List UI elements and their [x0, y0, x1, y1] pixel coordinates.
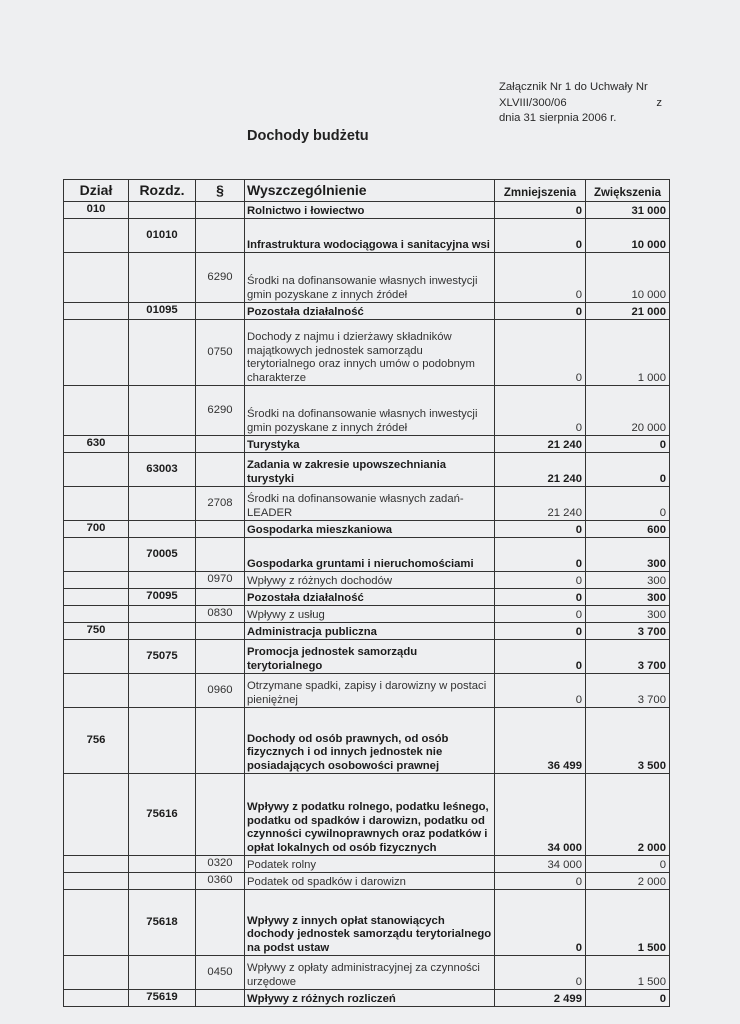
table-row: [64, 956, 670, 990]
cell-rozdz: [129, 202, 196, 219]
note-line-3: dnia 31 sierpnia 2006 r.: [499, 112, 617, 124]
cell-dzial: [64, 386, 129, 436]
cell-description: Gospodarka mieszkaniowa: [245, 521, 495, 538]
table-row: [64, 589, 670, 606]
cell-rozdz: [129, 320, 196, 386]
cell-increase: 20 000: [586, 386, 670, 436]
cell-decrease: 34 000: [495, 856, 586, 873]
cell-description: Wpływy z opłaty administracyjnej za czynności urzędowe: [245, 956, 495, 990]
cell-description: Otrzymane spadki, zapisy i darowizny w postaci pieniężnej: [245, 674, 495, 708]
cell-dzial: [64, 219, 129, 253]
cell-decrease: 21 240: [495, 453, 586, 487]
cell-description: Wpływy z różnych dochodów: [245, 572, 495, 589]
cell-decrease: 0: [495, 606, 586, 623]
cell-rozdz: [129, 956, 196, 990]
cell-dzial: 010: [64, 202, 129, 219]
cell-dzial: 756: [64, 708, 129, 774]
note-line-2: [499, 96, 662, 112]
cell-dzial: [64, 453, 129, 487]
attachment-note: [499, 80, 679, 127]
cell-paragraph: 6290: [196, 386, 245, 436]
cell-description: Wpływy z podatku rolnego, podatku leśnego, podatku od spadków i darowizn, podatku od czynności cywilnoprawnych oraz podatków i opłat lokalnych od osób fizycznych: [245, 774, 495, 856]
cell-paragraph: [196, 589, 245, 606]
cell-paragraph: [196, 990, 245, 1007]
cell-rozdz: [129, 674, 196, 708]
cell-dzial: [64, 303, 129, 320]
cell-paragraph: 0970: [196, 572, 245, 589]
cell-dzial: [64, 990, 129, 1007]
cell-rozdz: 75619: [129, 990, 196, 1007]
col-header-rozdz: Rozdz.: [129, 180, 196, 202]
cell-decrease: 0: [495, 572, 586, 589]
col-header-dzial: Dział: [64, 180, 129, 202]
cell-rozdz: [129, 436, 196, 453]
table-row: [64, 386, 670, 436]
cell-description: Pozostała działalność: [245, 589, 495, 606]
budget-table: [63, 179, 670, 1007]
cell-paragraph: [196, 640, 245, 674]
cell-decrease: 0: [495, 202, 586, 219]
cell-rozdz: [129, 856, 196, 873]
document-title: Dochody budżetu: [247, 128, 369, 144]
cell-dzial: [64, 856, 129, 873]
cell-paragraph: [196, 436, 245, 453]
cell-dzial: [64, 890, 129, 956]
cell-rozdz: [129, 606, 196, 623]
cell-increase: 21 000: [586, 303, 670, 320]
table-row: [64, 487, 670, 521]
note-z: z: [656, 96, 662, 109]
cell-decrease: 0: [495, 538, 586, 572]
cell-increase: 1 500: [586, 956, 670, 990]
cell-description: Dochody z najmu i dzierżawy składników majątkowych jednostek samorządu terytorialnego oraz innych umów o podobnym charakterze: [245, 320, 495, 386]
cell-decrease: 34 000: [495, 774, 586, 856]
cell-dzial: 700: [64, 521, 129, 538]
cell-paragraph: 0830: [196, 606, 245, 623]
cell-rozdz: [129, 873, 196, 890]
cell-increase: 3 700: [586, 674, 670, 708]
cell-dzial: 630: [64, 436, 129, 453]
cell-rozdz: [129, 623, 196, 640]
cell-rozdz: 63003: [129, 453, 196, 487]
cell-decrease: 0: [495, 386, 586, 436]
col-header-increase: Zwiększenia: [586, 180, 670, 202]
cell-paragraph: 0360: [196, 873, 245, 890]
cell-rozdz: 75618: [129, 890, 196, 956]
cell-description: Rolnictwo i łowiectwo: [245, 202, 495, 219]
cell-description: Infrastruktura wodociągowa i sanitacyjna wsi: [245, 219, 495, 253]
cell-rozdz: 70095: [129, 589, 196, 606]
cell-paragraph: [196, 708, 245, 774]
cell-increase: 2 000: [586, 774, 670, 856]
cell-paragraph: 2708: [196, 487, 245, 521]
cell-decrease: 36 499: [495, 708, 586, 774]
table-row: [64, 453, 670, 487]
cell-paragraph: [196, 623, 245, 640]
table-row: [64, 521, 670, 538]
cell-dzial: [64, 873, 129, 890]
cell-description: Środki na dofinansowanie własnych inwestycji gmin pozyskane z innych źródeł: [245, 253, 495, 303]
cell-increase: 300: [586, 606, 670, 623]
cell-description: Wpływy z różnych rozliczeń: [245, 990, 495, 1007]
table-row: [64, 436, 670, 453]
table-row: [64, 990, 670, 1007]
table-row: [64, 856, 670, 873]
cell-paragraph: [196, 538, 245, 572]
cell-paragraph: [196, 219, 245, 253]
table-row: [64, 674, 670, 708]
cell-description: Zadania w zakresie upowszechniania turystyki: [245, 453, 495, 487]
cell-description: Dochody od osób prawnych, od osób fizycznych i od innych jednostek nie posiadających osobowości prawnej: [245, 708, 495, 774]
cell-increase: 1 000: [586, 320, 670, 386]
cell-decrease: 0: [495, 219, 586, 253]
cell-description: Administracja publiczna: [245, 623, 495, 640]
cell-decrease: 0: [495, 623, 586, 640]
table-row: [64, 623, 670, 640]
cell-decrease: 0: [495, 873, 586, 890]
table-row: [64, 640, 670, 674]
cell-increase: 31 000: [586, 202, 670, 219]
cell-dzial: [64, 253, 129, 303]
cell-decrease: 0: [495, 589, 586, 606]
cell-increase: 600: [586, 521, 670, 538]
cell-paragraph: 6290: [196, 253, 245, 303]
cell-description: Pozostała działalność: [245, 303, 495, 320]
cell-increase: 1 500: [586, 890, 670, 956]
cell-paragraph: [196, 774, 245, 856]
cell-increase: 300: [586, 538, 670, 572]
cell-increase: 300: [586, 572, 670, 589]
cell-description: Gospodarka gruntami i nieruchomościami: [245, 538, 495, 572]
cell-increase: 3 700: [586, 640, 670, 674]
cell-increase: 2 000: [586, 873, 670, 890]
resolution-number: XLVIII/300/06: [499, 96, 567, 109]
cell-dzial: [64, 674, 129, 708]
cell-paragraph: [196, 890, 245, 956]
table-row: [64, 538, 670, 572]
cell-increase: 0: [586, 990, 670, 1007]
cell-increase: 10 000: [586, 253, 670, 303]
table-row: [64, 708, 670, 774]
cell-rozdz: [129, 386, 196, 436]
cell-description: Promocja jednostek samorządu terytorialnego: [245, 640, 495, 674]
cell-rozdz: [129, 253, 196, 303]
cell-paragraph: [196, 303, 245, 320]
cell-decrease: 0: [495, 303, 586, 320]
table-row: [64, 219, 670, 253]
table-row: [64, 320, 670, 386]
cell-dzial: 750: [64, 623, 129, 640]
col-header-description: Wyszczególnienie: [245, 180, 495, 202]
cell-increase: 0: [586, 856, 670, 873]
cell-decrease: 0: [495, 956, 586, 990]
table-row: [64, 873, 670, 890]
cell-decrease: 21 240: [495, 487, 586, 521]
table-row: [64, 774, 670, 856]
cell-paragraph: [196, 202, 245, 219]
cell-description: Środki na dofinansowanie własnych inwestycji gmin pozyskane z innych źródeł: [245, 386, 495, 436]
cell-paragraph: 0960: [196, 674, 245, 708]
cell-rozdz: [129, 487, 196, 521]
table-row: [64, 606, 670, 623]
note-line-1: Załącznik Nr 1 do Uchwały Nr: [499, 81, 648, 93]
cell-rozdz: 70005: [129, 538, 196, 572]
cell-decrease: 0: [495, 320, 586, 386]
cell-description: Wpływy z innych opłat stanowiących dochody jednostek samorządu terytorialnego na podst ustaw: [245, 890, 495, 956]
cell-increase: 300: [586, 589, 670, 606]
cell-paragraph: 0450: [196, 956, 245, 990]
cell-decrease: 0: [495, 890, 586, 956]
cell-decrease: 2 499: [495, 990, 586, 1007]
cell-dzial: [64, 538, 129, 572]
cell-dzial: [64, 640, 129, 674]
cell-rozdz: [129, 521, 196, 538]
cell-paragraph: 0750: [196, 320, 245, 386]
cell-decrease: 0: [495, 674, 586, 708]
cell-increase: 3 500: [586, 708, 670, 774]
cell-decrease: 0: [495, 640, 586, 674]
table-row: [64, 253, 670, 303]
cell-rozdz: 01010: [129, 219, 196, 253]
col-header-paragraph: §: [196, 180, 245, 202]
cell-increase: 10 000: [586, 219, 670, 253]
table-row: [64, 572, 670, 589]
table-row: [64, 202, 670, 219]
cell-description: Podatek od spadków i darowizn: [245, 873, 495, 890]
cell-increase: 0: [586, 453, 670, 487]
cell-description: Środki na dofinansowanie własnych zadań- LEADER: [245, 487, 495, 521]
table-header-row: [64, 180, 670, 202]
cell-decrease: 21 240: [495, 436, 586, 453]
cell-decrease: 0: [495, 253, 586, 303]
cell-description: Podatek rolny: [245, 856, 495, 873]
cell-dzial: [64, 572, 129, 589]
cell-decrease: 0: [495, 521, 586, 538]
cell-dzial: [64, 589, 129, 606]
cell-paragraph: [196, 521, 245, 538]
cell-description: Turystyka: [245, 436, 495, 453]
cell-dzial: [64, 956, 129, 990]
cell-paragraph: 0320: [196, 856, 245, 873]
col-header-decrease: Zmniejszenia: [495, 180, 586, 202]
cell-dzial: [64, 320, 129, 386]
cell-rozdz: 75075: [129, 640, 196, 674]
cell-dzial: [64, 774, 129, 856]
cell-increase: 0: [586, 487, 670, 521]
table-row: [64, 890, 670, 956]
cell-paragraph: [196, 453, 245, 487]
cell-description: Wpływy z usług: [245, 606, 495, 623]
cell-rozdz: [129, 572, 196, 589]
cell-increase: 0: [586, 436, 670, 453]
cell-rozdz: [129, 708, 196, 774]
cell-rozdz: 75616: [129, 774, 196, 856]
cell-dzial: [64, 606, 129, 623]
cell-dzial: [64, 487, 129, 521]
cell-rozdz: 01095: [129, 303, 196, 320]
table-body: [64, 202, 670, 1007]
cell-increase: 3 700: [586, 623, 670, 640]
table-row: [64, 303, 670, 320]
